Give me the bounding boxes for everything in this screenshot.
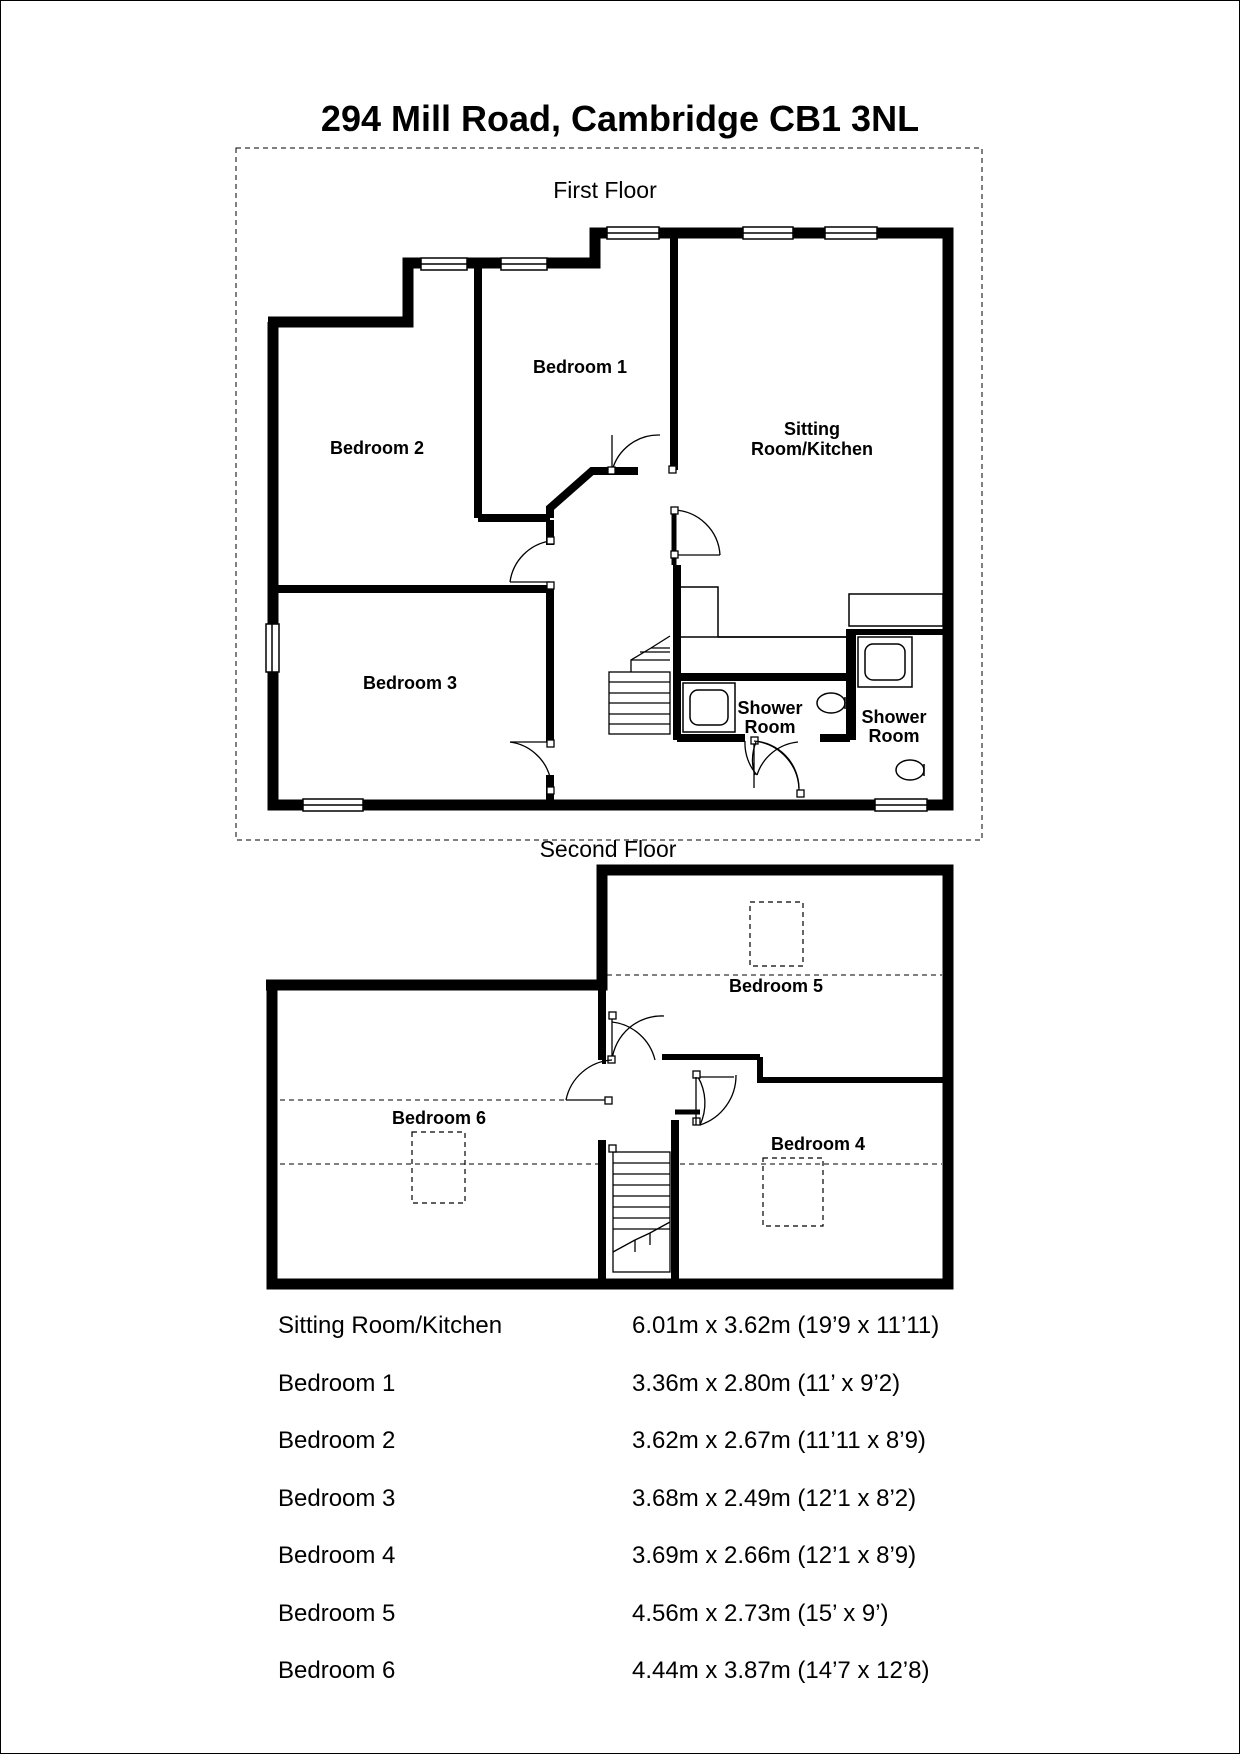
first-floor-walls [268, 233, 948, 805]
dimension-row [278, 1600, 1078, 1658]
bedroom-3-label: Bedroom 3 [362, 673, 458, 693]
bedroom-4-label: Bedroom 4 [770, 1134, 866, 1154]
room-size: 3.36m x 2.80m (11’ x 9’2) [632, 1369, 901, 1397]
bedroom-1-label: Bedroom 1 [532, 357, 628, 377]
bedroom-2-label: Bedroom 2 [329, 438, 425, 458]
first-floor-windows [266, 227, 927, 811]
dimension-row [278, 1370, 1078, 1428]
dimension-row [278, 1657, 1078, 1715]
shower-room-a-label-line2: Room [744, 717, 796, 737]
room-name: Bedroom 1 [278, 1369, 396, 1397]
sitting-room-kitchen-label-line2: Room/Kitchen [750, 439, 874, 459]
shower-room-b-label-line1: Shower [861, 707, 927, 727]
second-floor-walls [266, 870, 948, 1284]
bedroom-6-label: Bedroom 6 [391, 1108, 487, 1128]
room-size: 4.56m x 2.73m (15’ x 9’) [632, 1599, 889, 1627]
first-floor-stairs [609, 636, 670, 734]
room-name: Bedroom 3 [278, 1484, 396, 1512]
second-floor-doors [566, 1012, 736, 1125]
room-size: 6.01m x 3.62m (19’9 x 11’11) [632, 1312, 940, 1339]
room-size: 3.69m x 2.66m (12’1 x 8’9) [632, 1542, 917, 1569]
room-name: Bedroom 5 [278, 1599, 396, 1627]
dimension-row [278, 1312, 1078, 1370]
first-floor-doors [510, 435, 804, 797]
room-name: Sitting Room/Kitchen [278, 1312, 503, 1339]
second-floor-label: Second Floor [539, 836, 677, 862]
room-size: 3.68m x 2.49m (12’1 x 8’2) [632, 1484, 917, 1512]
property-address-title: 294 Mill Road, Cambridge CB1 3NL [320, 98, 920, 139]
room-name: Bedroom 4 [278, 1542, 396, 1569]
room-size: 3.62m x 2.67m (11’11 x 8’9) [632, 1427, 926, 1454]
first-floor-label: First Floor [553, 177, 657, 203]
second-floor-stairs [609, 1145, 670, 1272]
dimension-row [278, 1485, 1078, 1543]
room-size: 4.44m x 3.87m (14’7 x 12’8) [632, 1657, 930, 1684]
room-dimensions-table [278, 1312, 1078, 1715]
dimension-row [278, 1542, 1078, 1600]
dimension-row [278, 1427, 1078, 1485]
sitting-room-kitchen-label-line1: Sitting [784, 419, 840, 439]
shower-room-b-label-line2: Room [868, 726, 920, 746]
shower-room-a-label-line1: Shower [737, 698, 803, 718]
bedroom-5-label: Bedroom 5 [728, 976, 824, 996]
room-name: Bedroom 2 [278, 1427, 396, 1454]
room-name: Bedroom 6 [278, 1657, 396, 1684]
